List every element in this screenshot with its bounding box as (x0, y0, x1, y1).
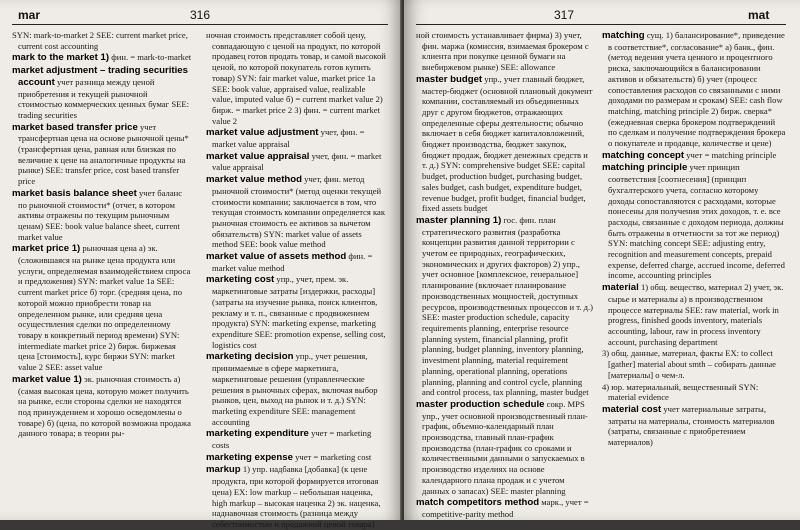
entry-headword: master planning 1) (416, 214, 502, 226)
dictionary-entry (206, 127, 386, 149)
left-page-column-2 (206, 30, 386, 529)
entry-definition: гос. фин. план стратегического развития (разработка концепции развития данной территории с учетом ее природных, географических, экономических и других факторов) 2) упр., учет основное [комплексное, генеральное] планирование (включает планирование производственных мощностей, доступных ресурсов, производственных процессов и т. д.) SEE: master production schedule, capacity requirements planning, enterprise resource planning system, financial planning, profit planning, budget planning, inventory planning, investment planning, material requirement planning, operational planning, operations planning, planning and control cycle, planning and control process, tax planning, master budget (422, 214, 593, 398)
right-page-column-2 (602, 30, 786, 516)
dictionary-entry (206, 251, 386, 273)
dictionary-entry (12, 52, 192, 64)
entry-headword: marketing expense (206, 451, 293, 463)
dictionary-entry (416, 215, 594, 398)
dictionary-entry (206, 174, 386, 250)
entry-headword: market value 1) (12, 373, 82, 385)
entry-definition: учет = marketing cost (295, 451, 372, 462)
dictionary-entry (206, 464, 386, 529)
entry-definition: учет = marketing costs (212, 428, 372, 451)
dictionary-entry (206, 30, 386, 126)
entry-definition: сокр. MPS упр., учет основной производственный план-график, объемно-календарный план производства, главный план-график производства (план-график со сроками и количественными данными о запускаемых в производство изделиях на основе календарного плана продаж и с учетом данных о запасах) SEE: master planning (422, 398, 588, 496)
dictionary-entry (206, 428, 386, 450)
entry-headword: matching (602, 30, 645, 41)
entry-headword: market basis balance sheet (12, 187, 137, 199)
entry-definition: учет баланс по рыночной стоимости* (отчет, в котором активы отражены по текущим рыночным ценам) SEE: book value balance sheet, current market value (18, 187, 183, 242)
entry-headword: master budget (416, 73, 483, 85)
entry-headword: market price 1) (12, 243, 81, 255)
dictionary-entry (602, 282, 786, 347)
right-page-column-1 (416, 30, 594, 519)
dictionary-entry (12, 374, 192, 439)
entry-headword: mark to the market 1) (12, 52, 110, 64)
entry-definition: ной стоимость устанавливает фирма) 3) учет, фин. маржа (комиссия, взимаемая брокером с клиента при покупке ценной бумаги на внебиржевом рынке) SEE: allowance (416, 30, 589, 73)
entry-definition: 1) упр. надбавка [добавка] (к цене продукта, при которой формируется итоговая цена) EX: low markup – небольшая наценка, high markup – высокая наценка 2) эк. наценка, наднавочная стоимость (разница между себестоимостью и продажной ценой товара) (212, 464, 381, 529)
entry-headword: market adjustment – trading securities account (12, 65, 188, 88)
left-page-column-1 (12, 30, 192, 516)
dictionary-entry (416, 30, 594, 73)
entry-headword: market value appraisal (206, 150, 310, 162)
entry-definition: 4) юр. материальный, вещественный SYN: material evidence (602, 381, 759, 403)
header-rule-left (12, 24, 388, 25)
entry-headword: master production schedule (416, 398, 545, 410)
dictionary-entry (206, 351, 386, 427)
entry-definition: учет, фин. метод рыночной стоимости* (метод оценки текущей стоимости компании; заключается в том, что текущая стоимость компании определяется как рыночная стоимость ее активов за вычетом обязательств) SYN: market value of assets method SEE: book value method (212, 174, 386, 250)
dictionary-entry (602, 162, 786, 281)
dictionary-entry (602, 404, 786, 448)
entry-definition: рыночная цена а) эк. (сложившаяся на рынке цена продукта или услуги, определяемая взаимодействием спроса и предложения) SYN: market value 1a SEE: current market price б) торг. (средняя цена, по которой можно приобрести товар на определенном рынке, или средняя цена осуществления сделки по определенному товару в конкретный период времени) SYN: intermediate market price 2) бирж. биржевая цена [стоимость], курс биржи SYN: market value 2 SEE: asset value (18, 243, 191, 373)
entry-headword: marketing cost (206, 274, 275, 286)
entry-definition: упр., учет, прем. эк. маркетинговые затраты [издержки, расходы] (затраты на изучение рынка, поиск клиентов, рекламу и т. п., связанные с продвижением продукта) SYN: marketing expense, marketing expenditure SEE: promotion expense, selling cost, logistics cost (212, 274, 386, 350)
page-number-right: 317 (554, 8, 575, 22)
dictionary-entry (602, 150, 786, 162)
running-head-right: mat (748, 8, 770, 22)
entry-headword: market value adjustment (206, 127, 319, 139)
dictionary-entry (12, 122, 192, 187)
entry-headword: market value method (206, 174, 302, 186)
entry-headword: market value of assets method (206, 251, 347, 263)
entry-definition: упр., учет решения, принимаемые в сфере маркетинга, маркетинговые решения (управленческие решения в рыночных сферах, включая выбор рынков, цен, выход на рынок и т. д.) SYN: marketing expenditure SEE: management accounting (212, 351, 378, 427)
entry-definition: учет, фин. = market value appraisal (212, 127, 365, 150)
entry-definition: сущ. 1) балансирование*, приведение в соответствие*, согласование* а) банк., фин. (метод ведения учета ценного и процентного риска, заключающийся в балансировании активов и обязательств) б) учет (процесс сопоставления расходов со связанными с ними доходами по размерам и срокам) SEE: cash flow matching, matching principle 2) бирж. сверка* (ежедневная сверка брокером подтверждений по сделкам и получение подтверждения брокера о покупателе и продавце, количестве и цене) (608, 30, 786, 149)
dictionary-entry (602, 30, 786, 149)
page-number-left: 316 (190, 8, 211, 22)
dictionary-entry (416, 74, 594, 214)
entry-definition: учет материальные затраты, затраты на материалы, стоимость материалов (затраты, связанные с приобретением материалов) (608, 403, 775, 448)
dictionary-entry (12, 65, 192, 121)
dictionary-entry (416, 497, 594, 519)
header-rule-right (416, 24, 786, 25)
entry-definition: ночная стоимость представляет собой цену, совпадающую с ценой на продукт, по которой продавец готов продать товар, и самой высокой ценой, по которой покупатель готов купить товар) SYN: fair market value, market price 1a SEE: book value, appraised value, realizable value, imputed value б) = current market value 2) бирж. = market price 2 3) фин. = current market value 2 (206, 30, 386, 126)
entry-headword: marketing expenditure (206, 428, 309, 440)
entry-definition: 3) общ. данные, материал, факты EX: to collect [gather] material about smth – собирать данные [материалы] о чем-л. (602, 348, 776, 380)
entry-definition: эк. рыночная стоимость а) (самая высокая цена, которую может получить на рынке, если стороны сделки не находятся под принуждением и хорошо осведомлены о товаре) б) (цена, по которой возможна продажа данного товара; в теории ры- (18, 373, 191, 439)
entry-headword: match competitors method (416, 497, 540, 509)
entry-definition: SYN: mark-to-market 2 SEE: current market price, current cost accounting (12, 30, 188, 51)
dictionary-entry (206, 452, 386, 464)
entry-headword: matching principle (602, 162, 688, 174)
entry-definition: 1) общ. вещество, материал 2) учет, эк. сырье и материалы а) в производственном процессе материалы SEE: raw material, work in progress, finished goods inventory, materials accounting, labour, raw in process inventory account, purchasing department (608, 282, 784, 347)
dictionary-entry (12, 188, 192, 243)
dictionary-entry (206, 151, 386, 173)
entry-headword: markup (206, 464, 241, 476)
entry-headword: material cost (602, 403, 662, 415)
running-head-left: mar (18, 8, 41, 22)
entry-headword: material (602, 282, 639, 294)
entry-definition: учет = matching principle (686, 149, 777, 160)
entry-definition: фин. = market value method (212, 251, 373, 273)
entry-headword: marketing decision (206, 351, 294, 363)
entry-definition: марк., учет = competitive-parity method (422, 497, 589, 519)
entry-headword: matching concept (602, 149, 685, 161)
entry-headword: market based transfer price (12, 121, 138, 133)
entry-definition: фин. = mark-to-market (111, 52, 192, 63)
entry-definition: учет разница между ценой приобретения и текущей рыночной стоимостью коммерческих ценных бумаг SEE: trading securities (18, 76, 189, 120)
dictionary-entry (206, 274, 386, 350)
dictionary-entry (12, 243, 192, 372)
entry-definition: учет принцип соответствия [соотнесения] (принцип бухгалтерского учета, согласно которому доходы сопоставляются с расходами, которые понесены для получения этих доходов, т. е. все расходы, связанные с доходом периода, должны быть отражены в отчетности за тот же период) SYN: matching concept SEE: adjusting entry, recognition and measurement concepts, prepaid expense, deferred charge, accrued income, deferred income, accounting principles (608, 162, 785, 281)
entry-definition: учет трансфертная цена на основе рыночной цены* (трансфертная цена, равная или близкая по величине к цене на аналогичные продукты на рынке) SEE: transfer price, cost based transfer price (18, 121, 189, 187)
dictionary-entry (12, 30, 192, 51)
dictionary-entry (602, 382, 786, 403)
right-page (404, 0, 800, 520)
dictionary-entry (416, 399, 594, 496)
dictionary-entry (602, 348, 786, 380)
entry-definition: упр., учет главный бюджет, мастер-бюджет (основной плановый документ компании, составляемый из объединенных друг с другом бюджетов, отражающих определенные сферы деятельности; обычно включает в себя бюджет капиталовложений, бюджет производства, бюджет закупок, бюджет продаж, бюджет денежных средств и т. д.) SYN: comprehensive budget SEE: capital budget, production budget, purchasing budget, sales budget, cash budget, expenditure budget, revenue budget, profit budget, financial budget, fixed assets budget (422, 73, 593, 214)
entry-definition: учет, фин. = market value appraisal (212, 150, 382, 173)
